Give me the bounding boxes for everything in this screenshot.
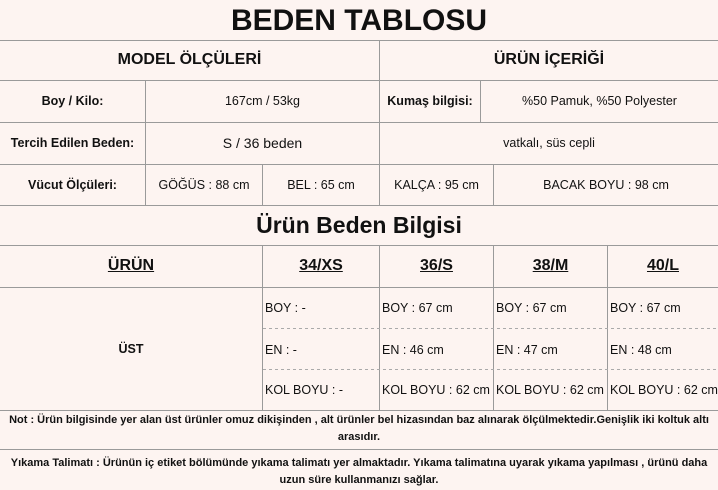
chest-measurement: GÖĞÜS : 88 cm [158,177,250,192]
size-header-34xs: 34/XS [299,257,343,274]
preferred-size-label: Tercih Edilen Beden: [10,136,135,150]
table-cell: KOL BOYU : 62 cm [382,383,490,397]
size-header-40l: 40/L [646,257,679,274]
fabric-value: %50 Pamuk, %50 Polyester [522,94,677,108]
size-header-38m: 38/M [532,257,569,274]
product-column-header: ÜRÜN [107,257,155,274]
leg-measurement: BACAK BOYU : 98 cm [543,177,669,192]
divider [0,449,718,450]
product-content-header: ÜRÜN İÇERİĞİ [493,51,605,68]
table-cell: BOY : 67 cm [496,300,567,315]
table-cell: BOY : 67 cm [382,300,453,315]
table-cell: EN : 47 cm [496,342,558,357]
table-cell: EN : - [265,342,297,357]
fabric-label: Kumaş bilgisi: [387,94,473,108]
table-cell: BOY : 67 cm [610,300,681,315]
washing-instructions: Yıkama Talimatı : Ürünün iç etiket bölümünde yıkama talimatı yer almaktadır. Yıkama talimatına uyarak yıkama yapılması , ürünü daha uzun süre kullanmanızı sağlar. [10,457,708,486]
height-weight-value: 167cm / 53kg [224,94,301,108]
divider [0,410,718,411]
waist-measurement: BEL : 65 cm [287,177,355,192]
table-cell: BOY : - [265,300,306,315]
table-cell: KOL BOYU : 62 cm [496,383,604,397]
table-cell: KOL BOYU : - [265,383,344,397]
preferred-size-value: S / 36 beden [222,135,303,151]
product-details: vatkalı, süs cepli [503,136,595,150]
hip-measurement: KALÇA : 95 cm [394,177,479,192]
height-weight-label: Boy / Kilo: [41,94,104,108]
table-cell: EN : 46 cm [382,342,444,357]
table-cell: KOL BOYU : 62 cm [610,383,718,397]
product-name: ÜST [118,341,144,356]
table-cell: EN : 48 cm [610,342,672,357]
model-measurements-header: MODEL ÖLÇÜLERİ [117,51,262,68]
measurement-note: Not : Ürün bilgisinde yer alan üst ürünler omuz dikişinden , alt ürünler bel hizasından baz alınarak ölçülmektedir.Genişlik iki koltuk altı arasıdır. [9,414,709,443]
body-measurements-label: Vücut Ölçüleri: [28,177,117,192]
size-header-36s: 36/S [420,257,453,274]
page-title: BEDEN TABLOSU [230,4,488,37]
size-info-title: Ürün Beden Bilgisi [256,212,462,238]
